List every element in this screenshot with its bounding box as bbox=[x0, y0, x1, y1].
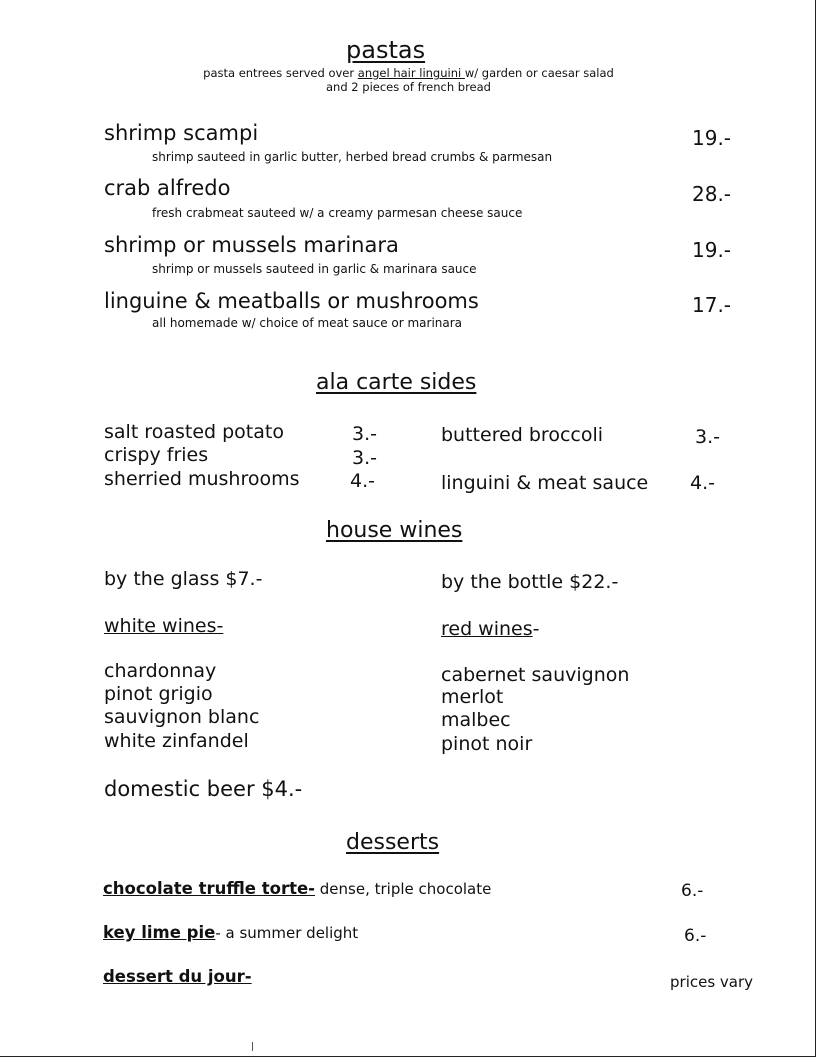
dish-desc: fresh crabmeat sauteed w/ a creamy parmesan cheese sauce bbox=[152, 206, 523, 220]
white-wine: chardonnay bbox=[104, 660, 217, 682]
dish-name: shrimp or mussels marinara bbox=[104, 233, 399, 257]
intro-text: pasta entrees served over bbox=[203, 66, 358, 80]
side-price: 3.- bbox=[695, 426, 720, 448]
intro-underlined-text: angel hair linguini bbox=[357, 66, 465, 80]
white-wines-label-text: white wines bbox=[104, 615, 217, 637]
red-wine: pinot noir bbox=[441, 733, 533, 755]
dessert-desc: dense, triple chocolate bbox=[315, 880, 492, 898]
red-wines-suffix: - bbox=[532, 618, 540, 640]
dish-price: 19.- bbox=[692, 238, 732, 262]
red-wine: cabernet sauvignon bbox=[441, 664, 630, 686]
dessert-price: 6.- bbox=[681, 881, 704, 901]
red-wines-label-text: red wines bbox=[441, 618, 533, 640]
scan-mark bbox=[252, 1042, 253, 1051]
red-wine: merlot bbox=[441, 686, 504, 708]
white-wines-label bbox=[104, 615, 223, 637]
pastas-intro bbox=[0, 66, 817, 80]
side-name: linguini & meat sauce bbox=[441, 472, 649, 494]
side-name: buttered broccoli bbox=[441, 424, 604, 446]
side-name: sherried mushrooms bbox=[104, 468, 300, 490]
dish-price: 19.- bbox=[692, 126, 732, 150]
side-price: 3.- bbox=[352, 447, 377, 469]
dish-name: linguine & meatballs or mushrooms bbox=[104, 289, 479, 313]
dessert-price: 6.- bbox=[684, 926, 707, 946]
side-name: crispy fries bbox=[104, 444, 209, 466]
beer-price: domestic beer $4.- bbox=[104, 777, 303, 801]
dish-price: 28.- bbox=[692, 182, 732, 206]
dish-price: 17.- bbox=[692, 293, 732, 317]
side-price: 4.- bbox=[350, 470, 375, 492]
pastas-intro-line2: and 2 pieces of french bread bbox=[326, 80, 491, 94]
dessert-name: dessert du jour- bbox=[103, 967, 252, 986]
red-wines-label bbox=[441, 618, 540, 640]
dish-desc: shrimp sauteed in garlic butter, herbed bread crumbs & parmesan bbox=[152, 150, 553, 164]
white-wines-suffix: - bbox=[216, 615, 224, 637]
white-wine: white zinfandel bbox=[104, 730, 249, 752]
dessert-desc: - a summer delight bbox=[215, 924, 359, 942]
pastas-heading: pastas bbox=[346, 36, 426, 64]
red-wine: malbec bbox=[441, 709, 511, 731]
bottle-price: by the bottle $22.- bbox=[441, 571, 619, 593]
desserts-heading: desserts bbox=[346, 830, 440, 855]
glass-price: by the glass $7.- bbox=[104, 568, 263, 590]
intro-text-end: w/ garden or caesar salad bbox=[464, 66, 614, 80]
side-price: 3.- bbox=[352, 423, 377, 445]
wines-heading: house wines bbox=[326, 518, 463, 543]
dish-name: crab alfredo bbox=[104, 176, 231, 200]
sides-heading: ala carte sides bbox=[316, 370, 477, 395]
dessert-price: prices vary bbox=[670, 973, 754, 991]
dessert-item bbox=[103, 879, 491, 898]
white-wine: sauvignon blanc bbox=[104, 706, 260, 728]
dessert-item bbox=[103, 967, 252, 986]
dessert-name: chocolate truffle torte- bbox=[103, 879, 316, 898]
white-wine: pinot grigio bbox=[104, 683, 213, 705]
dish-desc: all homemade w/ choice of meat sauce or marinara bbox=[152, 316, 463, 330]
side-name: salt roasted potato bbox=[104, 421, 284, 443]
dessert-item bbox=[103, 923, 358, 942]
dessert-name: key lime pie bbox=[103, 923, 216, 942]
dish-desc: shrimp or mussels sauteed in garlic & marinara sauce bbox=[152, 262, 477, 276]
side-price: 4.- bbox=[690, 472, 715, 494]
dish-name: shrimp scampi bbox=[104, 121, 259, 145]
